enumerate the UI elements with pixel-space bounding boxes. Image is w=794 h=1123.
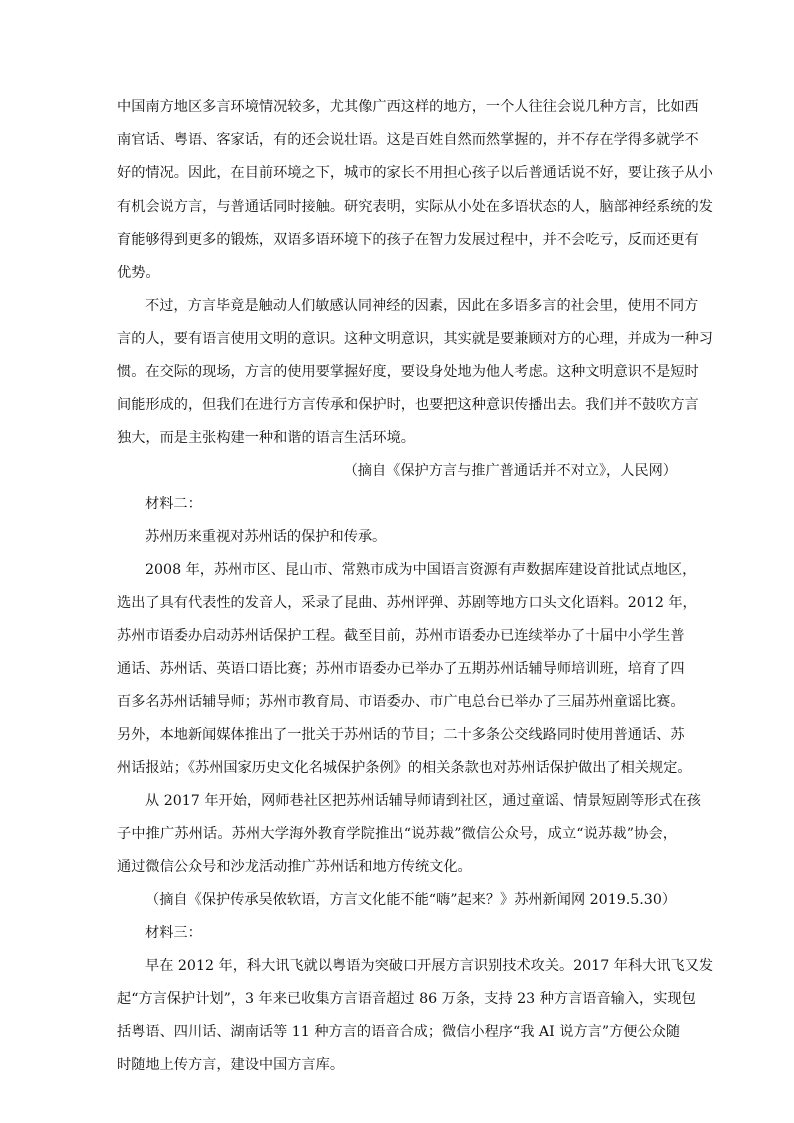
text-line: 子中推广苏州话。苏州大学海外教育学院推出“说苏裁”微信公众号，成立“说苏裁”协会， bbox=[117, 826, 677, 842]
text-line: 不过，方言毕竟是触动人们敏感认同神经的因素，因此在多语多言的社会里，使用不同方 bbox=[145, 298, 699, 314]
text-line: 早在 2012 年，科大讯飞就以粤语为突破口开展方言识别技术攻关。2017 年科大讯飞又发 bbox=[145, 958, 714, 974]
source-citation: （摘自《保护传承吴侬软语，方言文化能不能“嗨”起来？》苏州新闻网 2019.5.30） bbox=[145, 892, 677, 908]
material-label: 材料二： bbox=[145, 496, 202, 512]
text-line: 选出了具有代表性的发音人，采录了昆曲、苏州评弹、苏剧等地方口头文化语料。2012 年， bbox=[117, 595, 697, 611]
text-line: 另外，本地新闻媒体推出了一批关于苏州话的节目；二十多条公交线路同时使用普通话、苏 bbox=[117, 727, 685, 743]
text-line: 有机会说方言，与普通话同时接触。研究表明，实际从小处在多语状态的人，脑部神经系统的发 bbox=[117, 199, 713, 215]
text-line: 从 2017 年开始，网师巷社区把苏州话辅导师请到社区，通过童谣、情景短剧等形式在孩 bbox=[145, 793, 701, 809]
text-line: 苏州历来重视对苏州话的保护和传承。 bbox=[145, 529, 387, 545]
text-line: 括粤语、四川话、湖南话等 11 种方言的语音合成；微信小程序“我 AI 说方言”方便公众随 bbox=[117, 1024, 681, 1040]
text-line: 惯。在交际的现场，方言的使用要掌握好度，要设身处地为他人考虑。这种文明意识不是短时 bbox=[117, 364, 699, 380]
text-line: 通话、苏州话、英语口语比赛；苏州市语委办已举办了五期苏州话辅导师培训班，培育了四 bbox=[117, 661, 685, 677]
text-line: 百多名苏州话辅导师；苏州市教育局、市语委办、市广电总台已举办了三届苏州童谣比赛。 bbox=[117, 694, 685, 710]
text-line: 2008 年，苏州市区、昆山市、常熟市成为中国语言资源有声数据库建设首批试点地区， bbox=[145, 562, 697, 578]
text-line: 好的情况。因此，在目前环境之下，城市的家长不用担心孩子以后普通话说不好，要让孩子从小 bbox=[117, 165, 713, 181]
text-line: 中国南方地区多言环境情况较多，尤其像广西这样的地方，一个人往往会说几种方言，比如西 bbox=[117, 99, 699, 115]
text-line: 苏州市语委办启动苏州话保护工程。截至目前，苏州市语委办已连续举办了十届中小学生普 bbox=[117, 628, 685, 644]
text-line: 州话报站；《苏州国家历史文化名城保护条例》的相关条款也对苏州话保护做出了相关规定。 bbox=[117, 760, 692, 776]
text-line: 优势。 bbox=[117, 265, 160, 281]
text-line: 育能够得到更多的锻炼，双语多语环境下的孩子在智力发展过程中，并不会吃亏，反而还更有 bbox=[117, 232, 699, 248]
text-line: 起“方言保护计划”，3 年来已收集方言语音超过 86 万条，支持 23 种方言语音输入，实现包 bbox=[117, 991, 696, 1007]
text-line: 间能形成的，但我们在进行方言传承和保护时，也要把这种意识传播出去。我们并不鼓吹方言 bbox=[117, 397, 699, 413]
material-label: 材料三： bbox=[145, 925, 202, 941]
text-line: 时随地上传方言，建设中国方言库。 bbox=[117, 1057, 345, 1073]
text-line: 言的人，要有语言使用文明的意识。这种文明意识，其实就是要兼顾对方的心理，并成为一种习 bbox=[117, 331, 713, 347]
text-line: 通过微信公众号和沙龙活动推广苏州话和地方传统文化。 bbox=[117, 859, 472, 875]
text-line: 南官话、粤语、客家话，有的还会说壮语。这是百姓自然而然掌握的，并不存在学得多就学不 bbox=[117, 132, 699, 148]
source-citation: （摘自《保护方言与推广普通话并不对立》，人民网） bbox=[343, 463, 677, 479]
text-line: 独大，而是主张构建一种和谐的语言生活环境。 bbox=[117, 430, 415, 446]
